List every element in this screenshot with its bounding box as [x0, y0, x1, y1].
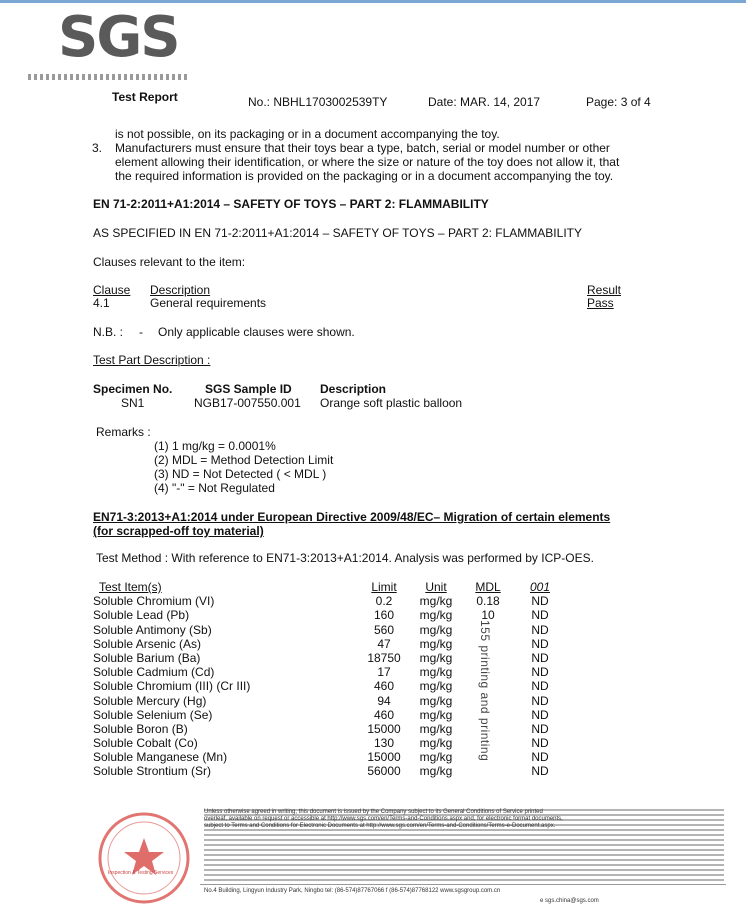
test-item: Soluble Selenium (Se) [93, 707, 213, 722]
limit-value: 460 [373, 707, 395, 722]
test-item: Soluble Manganese (Mn) [93, 750, 228, 765]
sample-id: NGB17-007550.001 [194, 396, 301, 410]
limit-value: 130 [373, 736, 395, 751]
flammability-specified: AS SPECIFIED IN EN 71-2:2011+A1:2014 – SAFETY OF TOYS – PART 2: FLAMMABILITY [93, 226, 582, 240]
unit-value: mg/kg [419, 622, 453, 637]
specimen-column-header: Specimen No. [93, 382, 173, 396]
sample-description-column-header: Description [320, 382, 387, 396]
mdl-value: 10 [481, 608, 495, 623]
unit-value: mg/kg [419, 665, 453, 680]
remark-1: (1) 1 mg/kg = 0.0001% [154, 439, 276, 453]
nb-text: Only applicable clauses were shown. [158, 325, 355, 339]
unit-value: mg/kg [419, 636, 453, 651]
unit-value: mg/kg [419, 679, 453, 694]
result-value: ND [531, 750, 549, 765]
test-item: Soluble Mercury (Hg) [93, 693, 207, 708]
limit-value: 160 [373, 608, 395, 623]
unit-value: mg/kg [419, 650, 453, 665]
result-value: ND [531, 679, 549, 694]
test-item: Soluble Barium (Ba) [93, 650, 201, 665]
test-item: Soluble Chromium (III) (Cr III) [93, 679, 251, 694]
test-item: Soluble Cadmium (Cd) [93, 665, 215, 680]
test-item: Soluble Lead (Pb) [93, 608, 190, 623]
limit-value: 17 [377, 665, 391, 680]
terms-line-2: overleaf, available on request or accessible at http://www.sgs.com/en/Terms-and-Conditions.aspx and, for electronic format documents, [204, 816, 563, 822]
test-item: Soluble Boron (B) [93, 721, 188, 736]
limit-value: 18750 [367, 650, 401, 665]
sample-description: Orange soft plastic balloon [320, 396, 463, 410]
remark-2: (2) MDL = Method Detection Limit [154, 453, 334, 467]
mdl-column [468, 580, 508, 623]
clauses-relevant-label: Clauses relevant to the item: [93, 255, 246, 269]
intro-item3-line3: the required information is provided on the packaging or in a document accompanying the toy. [115, 169, 614, 183]
unit-value: mg/kg [419, 594, 453, 609]
limit-value: 560 [373, 622, 395, 637]
result-value: ND [531, 608, 549, 623]
company-seal-stamp [96, 810, 192, 906]
sgs-logo: SGS [58, 5, 179, 70]
sample-id-column-header: SGS Sample ID [205, 382, 292, 396]
result-value: ND [531, 594, 549, 609]
result-value: ND [531, 721, 549, 736]
limit-column [358, 580, 410, 779]
unit-value: mg/kg [419, 750, 453, 765]
nb-label: N.B. : [93, 325, 124, 339]
test-method: Test Method : With reference to EN71-3:2013+A1:2014. Analysis was performed by ICP-OES. [96, 551, 594, 565]
test-item-column-header: Test Item(s) [99, 580, 162, 594]
clause-column-header: Clause [93, 283, 131, 297]
test-item: Soluble Arsenic (As) [93, 636, 202, 651]
report-date: Date: MAR. 14, 2017 [428, 95, 541, 109]
flammability-heading: EN 71-2:2011+A1:2014 – SAFETY OF TOYS – PART 2: FLAMMABILITY [93, 197, 489, 211]
limit-value: 47 [377, 636, 391, 651]
unit-value: mg/kg [419, 707, 453, 722]
migration-heading-line2: (for scrapped-off toy material) [93, 524, 264, 538]
stamp-text: Inspection & Testing Services [108, 870, 174, 876]
unit-value: mg/kg [419, 608, 453, 623]
test-part-heading: Test Part Description : [93, 353, 211, 367]
test-items-column [93, 580, 323, 779]
result-value: ND [531, 764, 549, 779]
result-value: ND [531, 622, 549, 637]
unit-value: mg/kg [419, 721, 453, 736]
clause-value: 4.1 [93, 296, 110, 310]
limit-value: 56000 [367, 764, 401, 779]
intro-line: is not possible, on its packaging or in a document accompanying the toy. [115, 127, 500, 141]
terms-line-3: subject to Terms and Conditions for Electronic Documents at http://www.sgs.com/en/Terms-and-Conditions/Terms-e-Document.aspx. [204, 823, 556, 829]
watermark-text: 155 printing and printing [478, 620, 492, 762]
footer-email: e sgs.china@sgs.com [540, 898, 599, 904]
description-column-header: Description [150, 283, 211, 297]
limit-value: 15000 [367, 750, 401, 765]
migration-heading-line1: EN71-3:2013+A1:2014 under European Directive 2009/48/EC– Migration of certain elements [93, 510, 611, 524]
remark-4: (4) "-" = Not Regulated [154, 481, 275, 495]
specimen-number: SN1 [121, 396, 145, 410]
test-item: Soluble Cobalt (Co) [93, 736, 198, 751]
limit-value: 460 [373, 679, 395, 694]
result-value: ND [531, 636, 549, 651]
result-value: ND [531, 665, 549, 680]
test-item: Soluble Strontium (Sr) [93, 764, 212, 779]
list-number-3: 3. [92, 141, 103, 155]
unit-column [413, 580, 459, 779]
report-number: No.: NBHL1703002539TY [248, 95, 388, 109]
remarks-label: Remarks : [96, 425, 151, 439]
test-item: Soluble Chromium (VI) [93, 594, 215, 609]
limit-column-header: Limit [371, 580, 397, 594]
top-rule [0, 0, 746, 3]
report-title: Test Report [112, 90, 178, 104]
mdl-value: 0.18 [476, 594, 500, 609]
unit-value: mg/kg [419, 736, 453, 751]
terms-line-1: Unless otherwise agreed in writing, this document is issued by the Company subject to its General Conditions of Service printed [204, 809, 543, 815]
result-value: ND [531, 707, 549, 722]
unit-column-header: Unit [425, 580, 447, 594]
limit-value: 0.2 [375, 594, 393, 609]
remark-3: (3) ND = Not Detected ( < MDL ) [154, 467, 327, 481]
logo-dot-rule [28, 74, 188, 80]
result-001-column [526, 580, 554, 779]
unit-value: mg/kg [419, 693, 453, 708]
limit-value: 15000 [367, 721, 401, 736]
unit-value: mg/kg [419, 764, 453, 779]
clause-description: General requirements [150, 296, 267, 310]
intro-item3-line2: element allowing their identification, or where the size or nature of the toy does not allow it, that [115, 155, 620, 169]
limit-value: 94 [377, 693, 391, 708]
footer-address: No.4 Building, Lingyun Industry Park, Ningbo tel: (86-574)87767066 f (86-574)87768122 www.sgsgroup.com.cn [204, 888, 501, 894]
mdl-column-header: MDL [475, 580, 501, 594]
result-value: ND [531, 736, 549, 751]
result-001-column-header: 001 [529, 580, 551, 594]
result-column-header: Result [587, 283, 622, 297]
page-number: Page: 3 of 4 [586, 95, 651, 109]
result-value: ND [531, 693, 549, 708]
result-value: ND [531, 650, 549, 665]
clause-result: Pass [587, 296, 614, 310]
footer-divider [200, 884, 726, 885]
test-item: Soluble Antimony (Sb) [93, 622, 212, 637]
intro-item3-line1: Manufacturers must ensure that their toys bear a type, batch, serial or model number or other [115, 141, 610, 155]
nb-dash: - [139, 325, 143, 339]
